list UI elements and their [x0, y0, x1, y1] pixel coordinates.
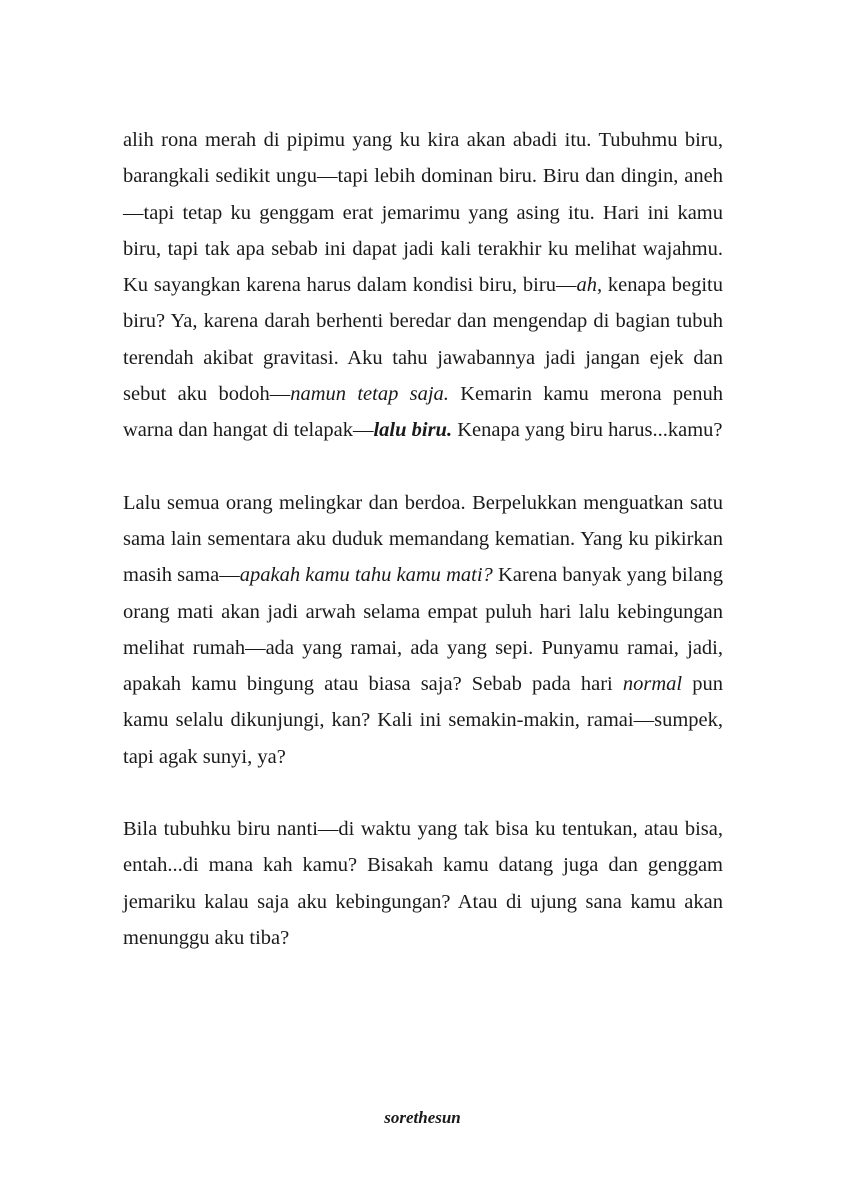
paragraph-2-italic-run: normal [622, 673, 683, 696]
paragraph-2-italic-run: apakah kamu tahu kamu mati? [239, 564, 493, 587]
paragraph-1 [123, 122, 723, 449]
paragraph-2-run: pun kamu selalu dikunjungi, kan? Kali ini semakin-makin, ramai—sumpek, tapi agak sunyi, ya? [123, 673, 723, 768]
paragraph-1-run: Kenapa yang biru harus...kamu? [452, 419, 723, 442]
paragraph-3 [123, 811, 723, 956]
paragraph-2-run: Karena banyak yang bilang orang mati akan jadi arwah selama empat puluh hari lalu kebingungan melihat rumah—ada yang ramai, ada yang sepi. Punyamu ramai, jadi, apakah kamu bingung atau biasa saja? Sebab pada hari [123, 564, 724, 696]
paragraph-2 [123, 485, 723, 775]
text-body [123, 122, 723, 956]
paragraph-2-run: Lalu semua orang melingkar dan berdoa. Berpelukkan menguatkan satu sama lain sementara aku duduk memandang kematian. Yang ku pikirkan masih sama— [123, 491, 723, 587]
paragraph-1-run: Kemarin kamu merona penuh warna dan hangat di telapak— [123, 383, 723, 442]
paragraph-3-run: Bila tubuhku biru nanti—di waktu yang tak bisa ku tentukan, atau bisa, entah...di mana kah kamu? Bisakah kamu datang juga dan genggam jemariku kalau saja aku kebingungan? Atau di ujung sana kamu akan menunggu aku tiba? [123, 818, 723, 949]
author-signature: sorethesun [384, 1108, 461, 1127]
paragraph-1-bold-italic-run: lalu biru. [373, 419, 453, 442]
paragraph-1-run: kenapa begitu biru? Ya, karena darah berhenti beredar dan mengendap di bagian tubuh terendah akibat gravitasi. Aku tahu jawabannya jadi jangan ejek dan sebut aku bodoh— [123, 274, 723, 406]
paragraph-1-run: alih rona merah di pipimu yang ku kira akan abadi itu. Tubuhmu biru, barangkali sedikit ungu—tapi lebih dominan biru. Biru dan dingin, aneh—tapi tetap ku genggam erat jemarimu yang asing itu. Hari ini kamu biru, tapi tak apa sebab ini dapat jadi kali terakhir ku melihat wajahmu. Ku sayangkan karena harus dalam kondisi biru, biru— [123, 129, 723, 297]
paragraph-1-italic-run: ah, [576, 274, 603, 297]
paragraph-1-italic-run: namun tetap saja. [290, 383, 449, 406]
